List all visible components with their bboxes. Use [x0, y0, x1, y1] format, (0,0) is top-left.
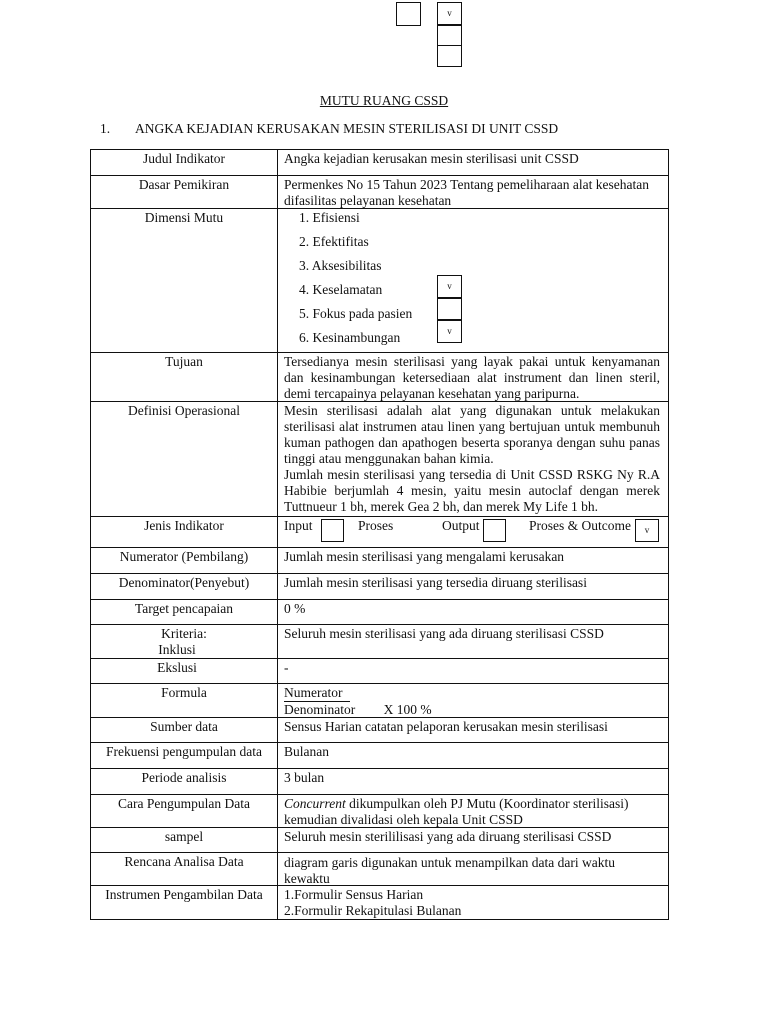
table-row	[91, 625, 668, 659]
kriteria-label: Kriteria:	[161, 626, 207, 641]
keselamatan-checkbox[interactable]: v	[437, 275, 462, 298]
input-checkbox[interactable]	[321, 519, 344, 542]
row-value	[284, 402, 660, 515]
table-row	[91, 548, 668, 574]
row-label	[91, 625, 278, 658]
formula-denominator: Denominator	[284, 702, 356, 717]
outcome-checkbox[interactable]: v	[635, 519, 659, 542]
table-row	[91, 209, 668, 353]
row-value: 3 bulan	[284, 770, 325, 785]
row-label: Denominator(Penyebut)	[91, 574, 278, 599]
row-label: Cara Pengumpulan Data	[91, 795, 278, 827]
formula-multiplier: X 100 %	[383, 702, 432, 717]
jenis-proses-label: Proses	[358, 518, 394, 533]
jenis-outcome-label: Proses & Outcome	[529, 518, 631, 533]
row-label: Judul Indikator	[91, 150, 278, 175]
table-row	[91, 795, 668, 828]
row-value: Seluruh mesin sterililisasi yang ada diruang sterilisasi CSSD	[284, 829, 612, 844]
dimensi-item: 1. Efisiensi	[299, 210, 360, 225]
fokus-pasien-checkbox[interactable]	[437, 298, 462, 320]
jenis-input-label: Input	[284, 518, 313, 533]
dimensi-item: 4. Keselamatan	[299, 282, 383, 297]
concurrent-text: Concurrent	[284, 796, 346, 811]
table-row	[91, 828, 668, 853]
definisi-paragraph: Jumlah mesin sterilisasi yang tersedia di Unit CSSD RSKG Ny R.A Habibie berjumlah 4 mesin, yaitu mesin autoclaf dengan merek Tuttnueur 1 bh, merek Gea 2 bh, dan merek My Life 1 bh.	[284, 467, 660, 514]
row-value: Bulanan	[284, 744, 329, 759]
row-label: Instrumen Pengambilan Data	[91, 886, 278, 919]
inklusi-label: Inklusi	[158, 642, 196, 657]
row-label: Formula	[91, 684, 278, 717]
row-value: Permenkes No 15 Tahun 2023 Tentang pemeliharaan alat kesehatan difasilitas pelayanan kesehatan	[284, 177, 649, 208]
row-label: sampel	[91, 828, 278, 852]
top-checkbox-2[interactable]: v	[437, 2, 462, 25]
table-row	[91, 517, 668, 548]
jenis-output-label: Output	[442, 518, 480, 533]
row-label: Periode analisis	[91, 769, 278, 794]
instrumen-item: 1.Formulir Sensus Harian	[284, 887, 424, 902]
row-label: Definisi Operasional	[91, 402, 278, 516]
cara-text: dikumpulkan oleh PJ Mutu (Koordinator sterilisasi) kemudian divalidasi oleh kepala Unit CSSD	[284, 796, 629, 827]
row-value: diagram garis digunakan untuk menampilkan data dari waktu kewaktu	[284, 855, 616, 886]
table-row	[91, 574, 668, 600]
dimensi-item: 5. Fokus pada pasien	[299, 306, 413, 321]
indicator-table	[90, 149, 669, 920]
row-label: Jenis Indikator	[91, 517, 278, 547]
row-label: Dimensi Mutu	[91, 209, 278, 352]
kesinambungan-checkbox[interactable]: v	[437, 320, 462, 343]
table-row	[91, 600, 668, 625]
row-value: 0 %	[284, 601, 306, 616]
table-row	[91, 402, 668, 517]
row-label: Numerator (Pembilang)	[91, 548, 278, 573]
row-value: Seluruh mesin sterilisasi yang ada diruang sterilisasi CSSD	[284, 626, 604, 641]
definisi-paragraph: Mesin sterilisasi adalah alat yang digunakan untuk melakukan sterilisasi alat instrumen atau linen yang bertujuan untuk membunuh kuman pathogen dan apathogen beserta sporanya dengan suhu panas tinggi atau menggunakan bahan kimia.	[284, 403, 660, 466]
row-label: Sumber data	[91, 718, 278, 742]
table-row	[91, 150, 668, 176]
output-checkbox[interactable]	[483, 519, 506, 542]
table-row	[91, 886, 668, 919]
table-row	[91, 769, 668, 795]
row-label: Rencana Analisa Data	[91, 853, 278, 885]
table-row	[91, 853, 668, 886]
row-value: Jumlah mesin sterilisasi yang mengalami kerusakan	[284, 549, 565, 564]
top-checkbox-4[interactable]	[437, 45, 462, 67]
row-label: Ekslusi	[91, 659, 278, 683]
section-number: 1.	[100, 121, 111, 136]
dimensi-item: 6. Kesinambungan	[299, 330, 401, 345]
top-checkbox-1[interactable]	[396, 2, 421, 26]
table-row	[91, 659, 668, 684]
page-title: MUTU RUANG CSSD	[319, 93, 449, 108]
formula	[284, 684, 660, 718]
formula-numerator: Numerator	[284, 685, 350, 702]
table-row	[91, 176, 668, 209]
row-label: Target pencapaian	[91, 600, 278, 624]
row-label: Tujuan	[91, 353, 278, 401]
row-value: Sensus Harian catatan pelaporan kerusakan mesin sterilisasi	[284, 719, 608, 734]
row-value	[284, 795, 660, 828]
top-checkbox-3[interactable]	[437, 25, 462, 47]
row-value: Tersedianya mesin sterilisasi yang layak pakai untuk kenyamanan dan kesinambungan ketersediaan alat instrument dan linen steril, demi tercapainya pelayanan kesehatan yang paripurna.	[284, 354, 660, 401]
row-value: -	[284, 660, 289, 675]
row-label: Frekuensi pengumpulan data	[91, 743, 278, 768]
row-value: Angka kejadian kerusakan mesin sterilisasi unit CSSD	[284, 151, 579, 166]
row-value	[284, 886, 660, 919]
dimensi-list	[299, 209, 660, 354]
table-row	[91, 353, 668, 402]
table-row	[91, 684, 668, 718]
row-label: Dasar Pemikiran	[91, 176, 278, 208]
dimensi-item: 2. Efektifitas	[299, 234, 369, 249]
section-title: ANGKA KEJADIAN KERUSAKAN MESIN STERILISASI DI UNIT CSSD	[135, 121, 559, 136]
instrumen-item: 2.Formulir Rekapitulasi Bulanan	[284, 903, 462, 918]
dimensi-item: 3. Aksesibilitas	[299, 258, 382, 273]
table-row	[91, 718, 668, 743]
row-value: Jumlah mesin sterilisasi yang tersedia diruang sterilisasi	[284, 575, 587, 590]
table-row	[91, 743, 668, 769]
